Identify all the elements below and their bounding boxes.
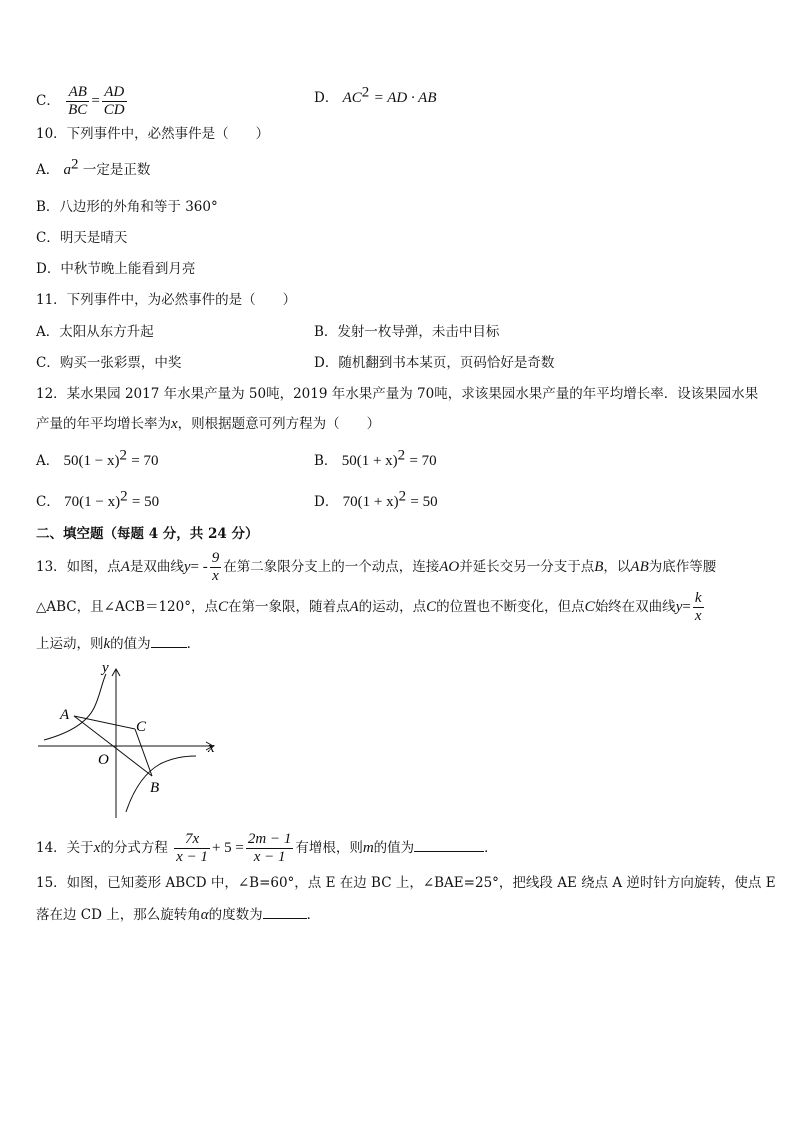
hyperbola-branch-second-quadrant (44, 674, 106, 740)
q9-option-c: C． $\frac{AB}{BC}$ = $\frac{AD}{CD}$ (36, 84, 125, 118)
q11-option-d: D．随机翻到书本某页，页码恰好是奇数 (314, 355, 555, 371)
q9-option-d: D． $AC^2$ = AD · AB (314, 84, 437, 106)
q12-stem-line2: 产量的年平均增长率为x，则根据题意可列方程为（ ） (36, 416, 381, 432)
q12-option-a: A． $50(1 - x)^2 = 70$ (36, 447, 159, 469)
q9-fraction-ab-bc: $\frac{AB}{BC}$ (68, 84, 88, 118)
q11-option-b: B．发射一枚导弹，未击中目标 (314, 324, 500, 340)
q9-option-d-label: D． (314, 90, 339, 106)
q10-option-a: A． $a^2$ 一定是正数 (36, 156, 151, 178)
q10-option-b: B．八边形的外角和等于 360° (36, 199, 218, 215)
q12-option-b: B． $50(1 + x)^2 = 70$ (314, 447, 437, 469)
q11-option-c: C．购买一张彩票，中奖 (36, 355, 182, 371)
fig-label-o: O (98, 752, 109, 768)
q14-answer-blank[interactable] (414, 837, 484, 852)
q10-stem: 10．下列事件中，必然事件是（ ） (36, 126, 270, 142)
q14-fraction-7x: $\frac{7x}{x - 1}$ (176, 831, 208, 865)
q15-line1: 15．如图，已知菱形 ABCD 中，∠B=60°，点 E 在边 BC 上，∠BAE=25°，把线段 AE 绕点 A 逆时针方向旋转，使点 E (36, 875, 776, 891)
section-heading-fill-in: 二、填空题（每题 4 分，共 24 分） (36, 526, 259, 542)
fig-label-y: y (102, 660, 109, 676)
q11-stem: 11．下列事件中，为必然事件的是（ ） (36, 292, 297, 308)
fig-label-x: x (208, 740, 215, 756)
q10-option-d: D．中秋节晚上能看到月亮 (36, 261, 196, 277)
q14-line: 14．关于x的分式方程 $\frac{7x}{x - 1}$ + 5 = $\frac{2m - 1}{x - 1}$ 有增根，则m的值为 ． (36, 831, 498, 865)
q11-option-a: A．太阳从东方升起 (36, 324, 154, 340)
q12-stem-line1: 12．某水果园 2017 年水果产量为 50吨，2019 年水果产量为 70吨，求该果园水果产量的年平均增长率．设该果园水果 (36, 386, 759, 402)
fig-label-c: C (136, 719, 147, 735)
fig-label-a: A (60, 707, 70, 723)
q13-line1: 13．如图，点A是双曲线y= - $\frac{9}{x}$ 在第二象限分支上的一个动点，连接AO并延长交另一分支于点B，以AB为底作等腰 (36, 550, 717, 584)
q13-fraction-k-over-x: $\frac{k}{x}$ (694, 590, 702, 624)
q13-line2: △ABC，且∠ACB＝120°，点C在第一象限，随着点A的运动，点C的位置也不断变化，但点C始终在双曲线y= $\frac{k}{x}$ (36, 590, 702, 624)
q13-answer-blank[interactable] (151, 633, 187, 648)
q12-option-d: D． $70(1 + x)^2 = 50$ (314, 488, 438, 510)
fig-label-b: B (150, 780, 160, 796)
q13-hyperbola-figure (36, 660, 226, 820)
q15-answer-blank[interactable] (263, 904, 307, 919)
q15-line2: 落在边 CD 上，那么旋转角α的度数为 ． (36, 904, 320, 925)
q13-fraction-9-over-x: $\frac{9}{x}$ (211, 550, 220, 584)
q10-option-c: C．明天是晴天 (36, 230, 128, 246)
q9-fraction-ad-cd: $\frac{AD}{CD}$ (103, 84, 125, 118)
q14-fraction-2m-1: $\frac{2m - 1}{x - 1}$ (247, 831, 292, 865)
q13-line3: 上运动，则k的值为 ． (36, 633, 200, 654)
q9-option-c-label: C． (36, 93, 60, 109)
q12-option-c: C． $70(1 - x)^2 = 50$ (36, 488, 160, 510)
